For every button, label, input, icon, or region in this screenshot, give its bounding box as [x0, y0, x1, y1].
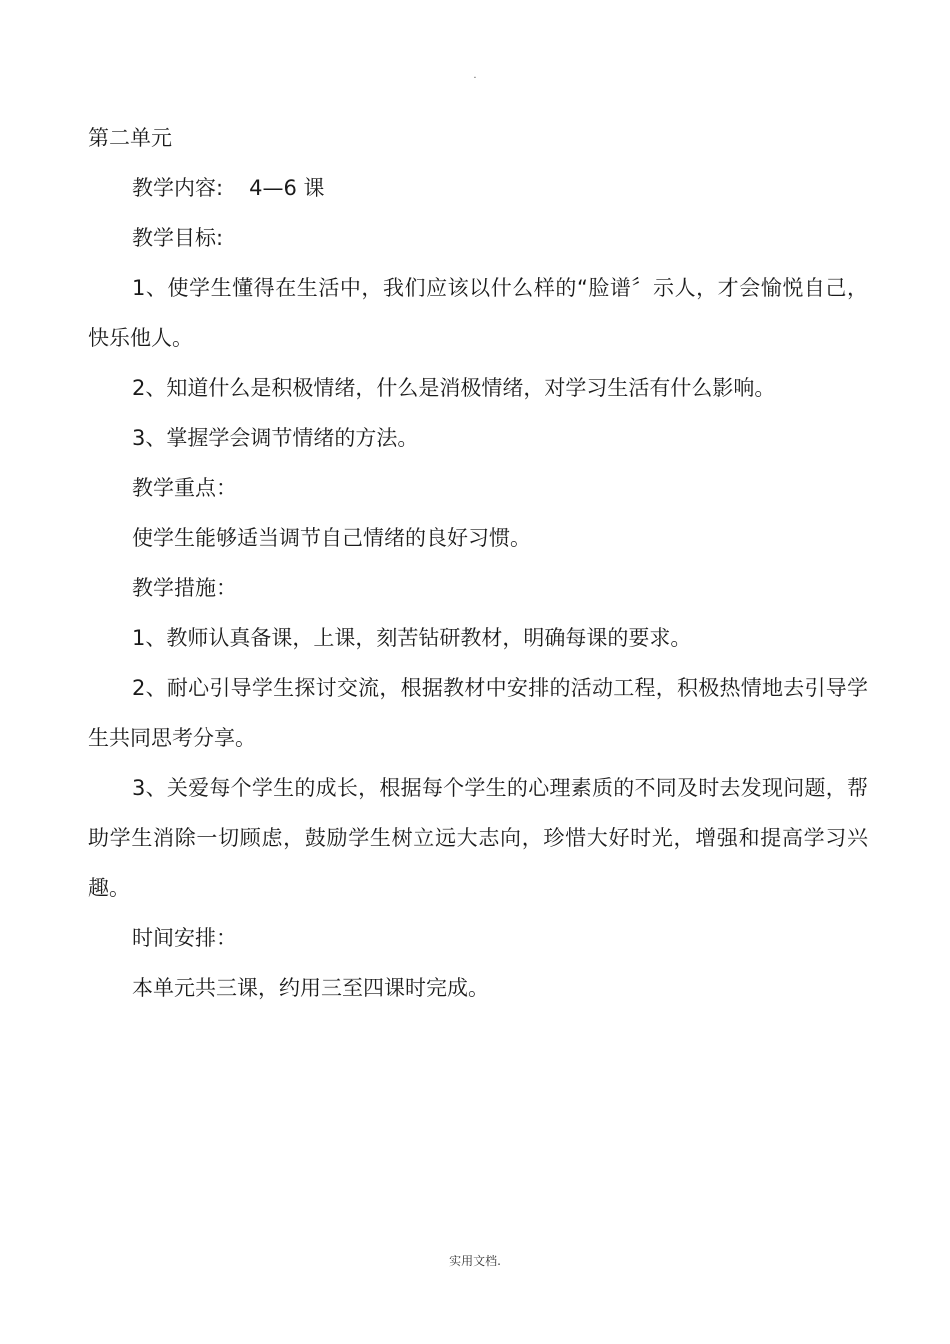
measure-item-2: 2、耐心引导学生探讨交流，根据教材中安排的活动工程，积极热情地去引导学生共同思考分享。: [88, 676, 868, 750]
schedule-text: 本单元共三课，约用三至四课时完成。: [132, 976, 489, 1000]
teaching-focus-text: 使学生能够适当调节自己情绪的良好习惯。: [132, 526, 531, 550]
unit-title: 第二单元: [88, 126, 172, 150]
teaching-content-label: 教学内容:: [132, 176, 224, 200]
teaching-content-row: [88, 163, 868, 213]
measure-item-3: 3、关爱每个学生的成长，根据每个学生的心理素质的不同及时去发现问题，帮助学生消除一切顾虑，鼓励学生树立远大志向，珍惜大好时光，增强和提高学习兴趣。: [88, 776, 868, 900]
schedule-label: 时间安排：: [132, 926, 237, 950]
teaching-goals-label: 教学目标:: [132, 226, 224, 250]
goal-item-1: 1、使学生懂得在生活中，我们应该以什么样的“脸谱〞示人，才会愉悦自己，快乐他人。: [88, 276, 868, 350]
goal-item-2: 2、知道什么是积极情绪，什么是消极情绪，对学习生活有什么影响。: [132, 376, 776, 400]
teaching-focus-label: 教学重点：: [132, 476, 237, 500]
goal-item-3: 3、掌握学会调节情绪的方法。: [132, 426, 419, 450]
page-footer: 实用文档.: [449, 1254, 501, 1268]
measure-item-1: 1、教师认真备课，上课，刻苦钻研教材，明确每课的要求。: [132, 626, 692, 650]
header-marker: .: [473, 70, 477, 81]
teaching-content-value: 4—6 课: [249, 176, 325, 200]
teaching-measures-label: 教学措施：: [132, 576, 237, 600]
document-body: [88, 113, 868, 1013]
